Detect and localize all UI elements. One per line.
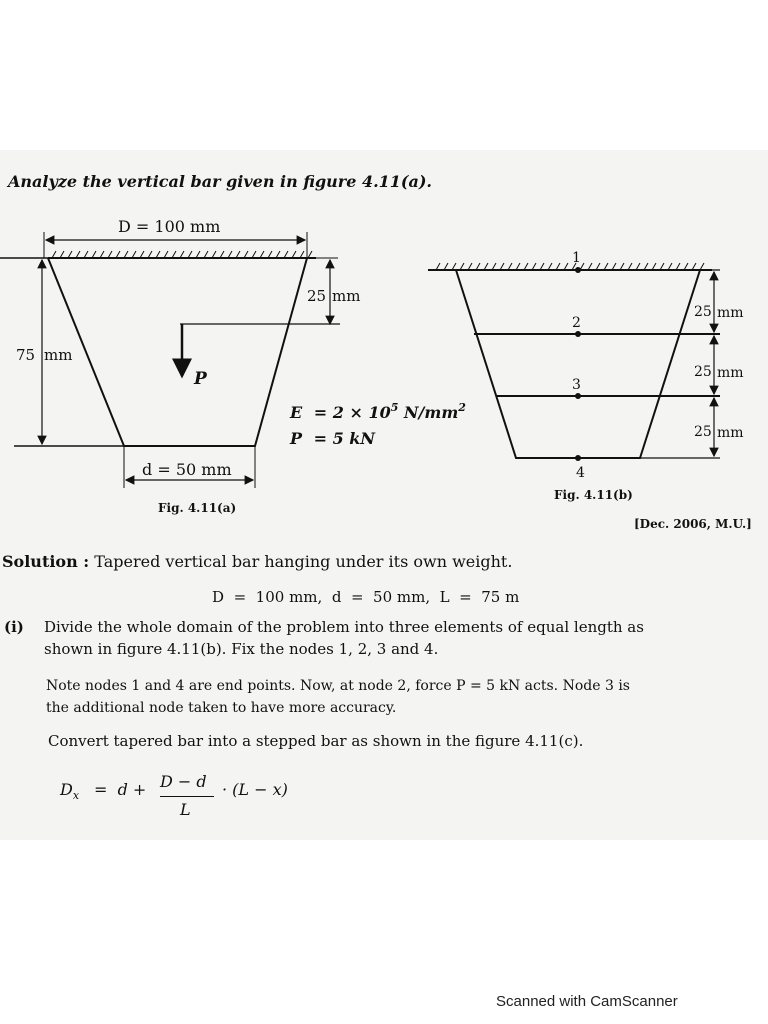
question-heading: Analyze the vertical bar given in figure 4.11(a). — [8, 172, 432, 191]
note-line-2: the additional node taken to have more accuracy. — [46, 700, 397, 716]
formula-lhs — [60, 780, 79, 802]
fig-b — [428, 250, 744, 502]
node-1 — [575, 267, 581, 273]
segment-1-num: 25 — [694, 304, 712, 320]
figure-4-11 — [0, 205, 768, 520]
node-4 — [575, 455, 581, 461]
label-top-width: D = 100 mm — [118, 217, 221, 236]
label-height-unit: mm — [44, 346, 73, 364]
prop-e-unit-exp: 2 — [458, 401, 466, 414]
convert-line: Convert tapered bar into a stepped bar as shown in the figure 4.11(c). — [48, 732, 584, 750]
fig-a-hatching — [52, 251, 312, 258]
segment-3-num: 25 — [694, 424, 712, 440]
fig-b-caption: Fig. 4.11(b) — [554, 488, 633, 502]
formula-tail: · (L − x) — [222, 780, 288, 799]
segment-2-num: 25 — [694, 364, 712, 380]
prop-p-lhs: P — [290, 429, 303, 448]
label-offset-unit: mm — [332, 287, 361, 305]
segment-3-unit: mm — [717, 425, 744, 441]
label-offset-num: 25 — [307, 287, 327, 305]
fig-b-hatching — [436, 263, 704, 270]
segment-2-unit: mm — [717, 365, 744, 381]
node-label-1: 1 — [572, 250, 581, 266]
node-label-4: 4 — [576, 465, 585, 481]
label-bottom-width: d = 50 mm — [142, 460, 232, 479]
node-label-3: 3 — [572, 377, 581, 393]
solution-text: Tapered vertical bar hanging under its own weight. — [94, 552, 513, 571]
solution-values: D = 100 mm, d = 50 mm, L = 75 m — [212, 588, 520, 606]
scanner-watermark: Scanned with CamScanner — [496, 993, 678, 1010]
solution-label: Solution : — [2, 552, 90, 571]
segment-1-unit: mm — [717, 305, 744, 321]
formula-lhs-var: D — [60, 780, 73, 799]
node-3 — [575, 393, 581, 399]
prop-e-lhs: E — [290, 403, 303, 422]
material-properties — [289, 401, 466, 448]
label-height-num: 75 — [16, 346, 36, 364]
formula-denominator: L — [180, 800, 191, 819]
solution-line — [2, 552, 512, 571]
exam-reference: [Dec. 2006, M.U.] — [634, 517, 752, 531]
prop-e-rhs: = 2 × 10 — [313, 403, 391, 422]
formula-eq: = d + — [94, 780, 147, 799]
fig-b-tapered-bar — [456, 270, 700, 458]
formula-numerator: D − d — [160, 772, 207, 791]
node-2 — [575, 331, 581, 337]
label-force: P — [194, 369, 207, 389]
prop-p-rhs: = 5 kN — [313, 429, 375, 448]
formula-fraction-bar — [160, 796, 214, 797]
fig-a-tapered-bar — [48, 258, 307, 446]
step-line-2: shown in figure 4.11(b). Fix the nodes 1, 2, 3 and 4. — [44, 640, 439, 658]
fig-a — [0, 217, 360, 515]
fig-a-caption: Fig. 4.11(a) — [158, 501, 237, 515]
step-line-1: Divide the whole domain of the problem into three elements of equal length as — [44, 618, 644, 636]
formula-lhs-sub: x — [72, 789, 80, 803]
svg-text:P = 5 kN — [289, 429, 376, 448]
svg-text:E = 2 × 105 N/mm2 — [289, 401, 466, 422]
prop-e-unit: N/mm — [398, 403, 459, 422]
note-line-1: Note nodes 1 and 4 are end points. Now, at node 2, force P = 5 kN acts. Node 3 is — [46, 678, 630, 694]
node-label-2: 2 — [572, 315, 581, 331]
prop-e-exp: 5 — [390, 401, 399, 414]
step-number: (i) — [4, 618, 24, 636]
